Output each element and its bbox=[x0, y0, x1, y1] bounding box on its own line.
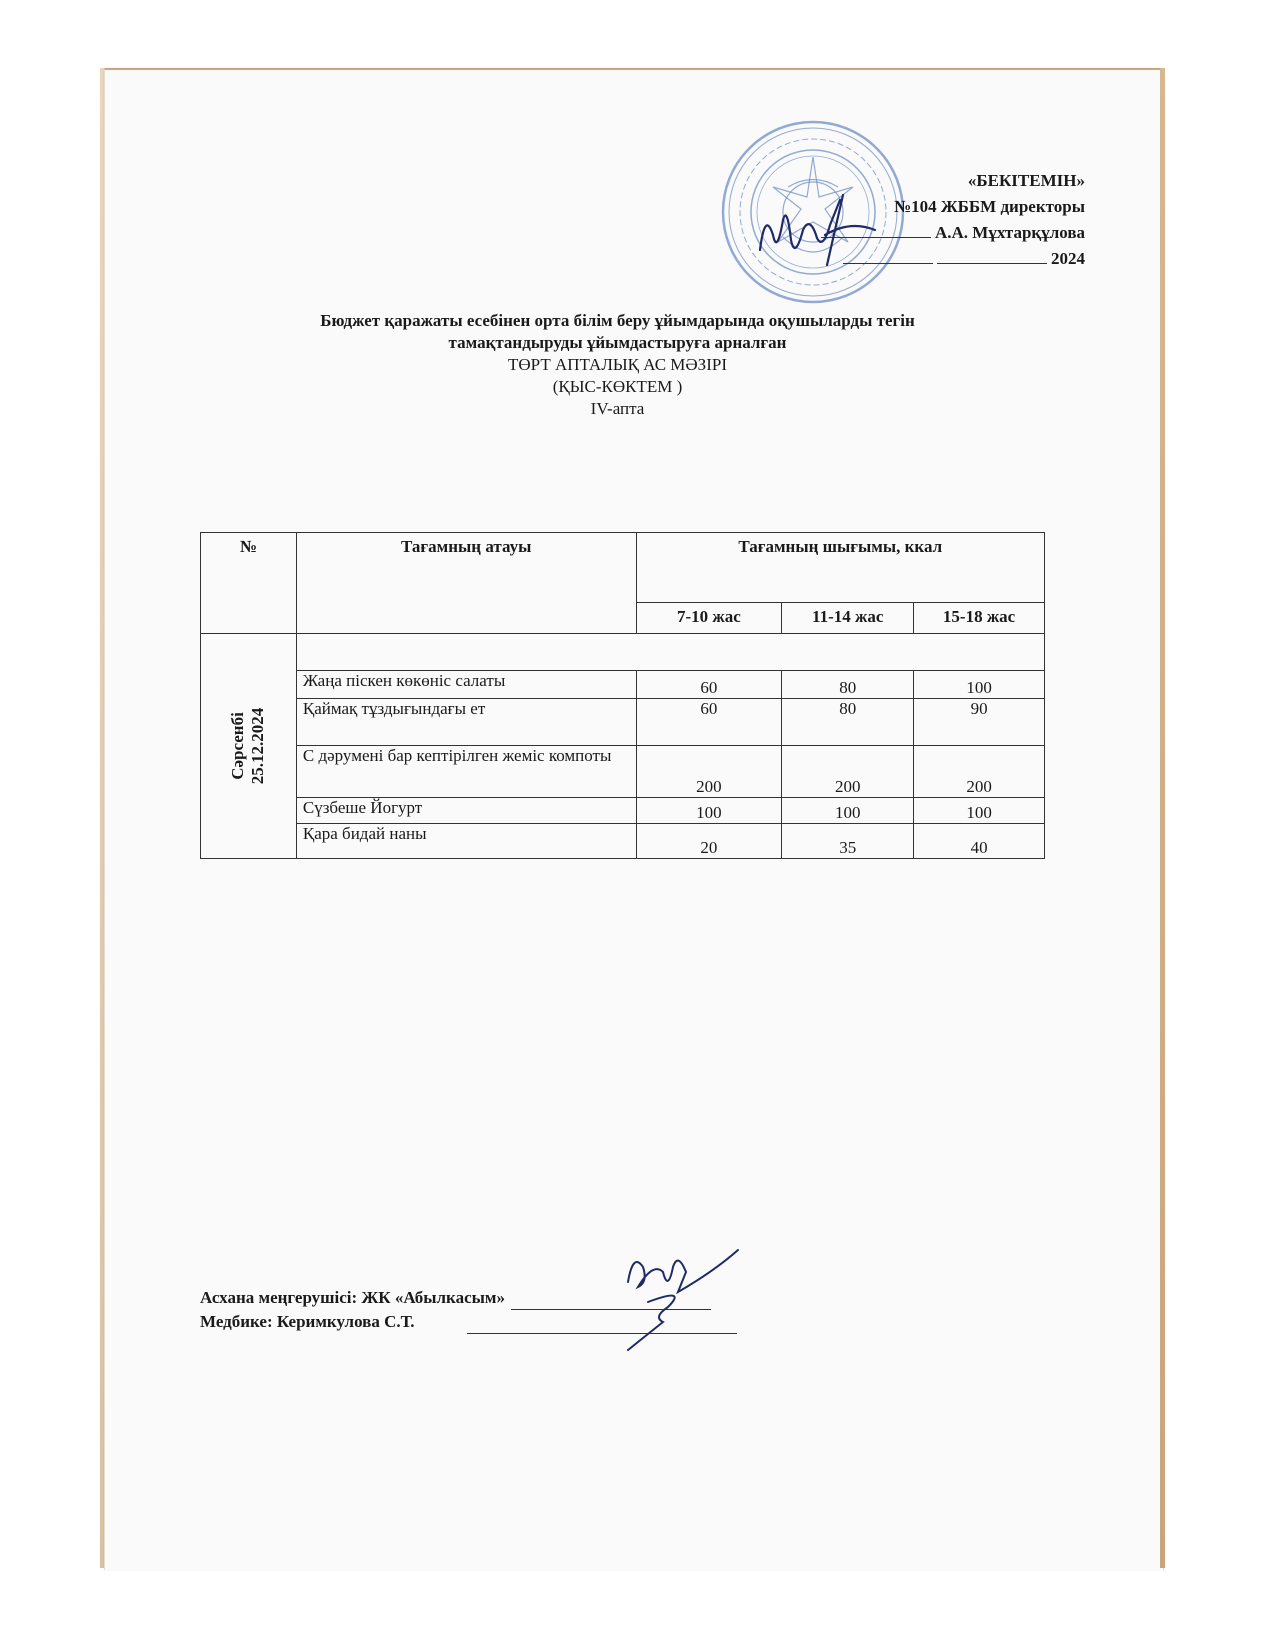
heading-line-1: Бюджет қаражаты есебінен орта білім беру ұйымдарында оқушыларды тегін bbox=[320, 311, 915, 330]
value-11-14: 100 bbox=[782, 797, 914, 824]
table-row bbox=[201, 797, 1045, 824]
approval-title: «БЕКІТЕМІН» bbox=[967, 171, 1085, 190]
age-group-2: 11-14 жас bbox=[782, 603, 914, 634]
table-row bbox=[201, 746, 1045, 797]
canteen-head-label: Асхана меңгерушісі: ЖК «Абылкасым» bbox=[200, 1288, 505, 1307]
header-row bbox=[201, 533, 1045, 603]
document-heading bbox=[200, 310, 1035, 420]
table-row bbox=[201, 670, 1045, 699]
value-11-14: 80 bbox=[782, 670, 914, 699]
paper-edge-right bbox=[1160, 68, 1165, 1568]
value-15-18: 100 bbox=[914, 797, 1045, 824]
heading-line-2: тамақтандыруды ұйымдастыруға арналған bbox=[448, 333, 787, 352]
canteen-head-signature bbox=[608, 1242, 748, 1352]
dish-name: Қаймақ тұздығындағы ет bbox=[296, 699, 636, 746]
dish-name: Сүзбеше Йогурт bbox=[296, 797, 636, 824]
value-7-10: 60 bbox=[636, 670, 782, 699]
day-date: 25.12.2024 bbox=[248, 707, 268, 785]
value-11-14: 200 bbox=[782, 746, 914, 797]
header-number: № bbox=[201, 533, 297, 634]
value-11-14: 35 bbox=[782, 824, 914, 859]
day-weekday: Сәрсенбі bbox=[228, 712, 248, 780]
header-output: Тағамның шығымы, ккал bbox=[636, 533, 1045, 603]
dish-name: Жаңа піскен көкөніс салаты bbox=[296, 670, 636, 699]
day-label bbox=[228, 708, 268, 785]
heading-week: IV-апта bbox=[590, 399, 645, 418]
table-row bbox=[201, 824, 1045, 859]
day-header-row bbox=[201, 634, 1045, 671]
value-15-18: 100 bbox=[914, 670, 1045, 699]
dish-name: С дәрумені бар кептірілген жеміс компоты bbox=[296, 746, 636, 797]
dish-name: Қара бидай наны bbox=[296, 824, 636, 859]
director-signature bbox=[755, 190, 885, 270]
heading-season: (ҚЫС-КӨКТЕМ ) bbox=[552, 377, 683, 396]
day-cell bbox=[201, 634, 297, 859]
header-dish-name: Тағамның атауы bbox=[296, 533, 636, 634]
day-blank-row bbox=[296, 634, 1044, 671]
approval-name: А.А. Мұхтарқұлова bbox=[934, 223, 1085, 242]
heading-title: ТӨРТ АПТАЛЫҚ АС МӘЗІРІ bbox=[508, 355, 727, 374]
menu-table bbox=[200, 532, 1045, 859]
value-15-18: 40 bbox=[914, 824, 1045, 859]
date-blank-2 bbox=[937, 249, 1047, 264]
value-7-10: 100 bbox=[636, 797, 782, 824]
value-7-10: 20 bbox=[636, 824, 782, 859]
value-15-18: 200 bbox=[914, 746, 1045, 797]
age-group-3: 15-18 жас bbox=[914, 603, 1045, 634]
nurse-label: Медбике: Керимкулова С.Т. bbox=[200, 1312, 415, 1331]
value-15-18: 90 bbox=[914, 699, 1045, 746]
value-7-10: 60 bbox=[636, 699, 782, 746]
approval-position: №104 ЖББМ директоры bbox=[894, 197, 1085, 216]
value-11-14: 80 bbox=[782, 699, 914, 746]
table-row bbox=[201, 699, 1045, 746]
age-group-1: 7-10 жас bbox=[636, 603, 782, 634]
approval-year: 2024 bbox=[1051, 249, 1085, 268]
value-7-10: 200 bbox=[636, 746, 782, 797]
